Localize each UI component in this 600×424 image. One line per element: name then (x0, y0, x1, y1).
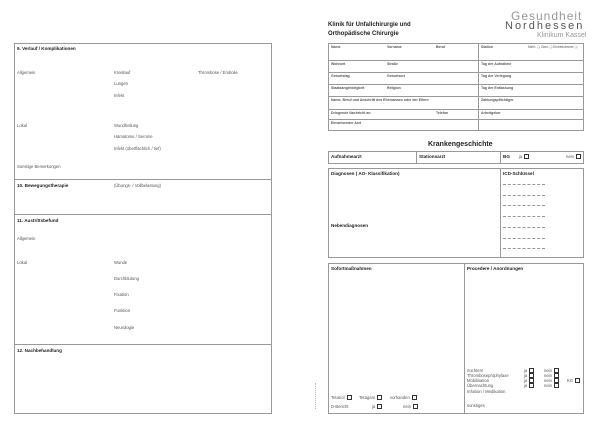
section-12-title: 12. Nachbehandlung (17, 348, 62, 353)
nein-label: nein (544, 383, 552, 388)
entlassung-field[interactable]: Tag der Entlassung (481, 86, 514, 90)
nebendiagnosen-field[interactable]: Nebendiagnosen (331, 223, 369, 228)
bg-ja-label: ja (519, 154, 523, 159)
austritt-lokal-label: Lokal (17, 260, 28, 265)
ja-label: ja (524, 368, 528, 373)
einweisender-arzt-box (328, 119, 584, 131)
logo-line2: Nordhessen (505, 20, 585, 32)
tetagam-checkbox[interactable] (359, 395, 382, 400)
infekt-lokal-field[interactable]: Infekt (oberflächlich / tief) (114, 146, 161, 151)
logo-line1: Gesundheit (511, 9, 583, 23)
beruf-field[interactable]: Beruf (436, 45, 446, 49)
ja-label: ja (524, 373, 528, 378)
section-11-title: 11. Austrittsbefund (17, 218, 59, 223)
aerzte-row (328, 151, 584, 164)
ja-label: ja (524, 383, 528, 388)
grid-line (328, 60, 584, 61)
icd-label: ICD-Schlüssel (503, 171, 534, 176)
fixation-field[interactable]: Fixation (114, 292, 129, 297)
strasse-field[interactable]: Straße (387, 62, 398, 66)
thrombose-field[interactable]: Thrombose / Embolie (198, 70, 238, 75)
bewegung-note[interactable]: (Übungs- / Vollbelastung) (114, 183, 162, 188)
checkbox-icon (529, 383, 534, 388)
vorname-field[interactable]: Vorname (387, 45, 402, 49)
staatsangehoerigkeit-field[interactable]: Staatsangehörigkeit (331, 86, 365, 90)
icd-line[interactable] (503, 238, 545, 239)
wohnort-field[interactable]: Wohnort (331, 62, 346, 66)
grid-divider (464, 263, 465, 414)
lokal-label: Lokal (17, 123, 28, 128)
icd-line[interactable] (503, 195, 545, 196)
uebernachtung-ja-checkbox[interactable] (524, 383, 534, 388)
nein-label: nein (544, 373, 552, 378)
kreislauf-field[interactable]: Kreislauf (114, 70, 131, 75)
diagnosen-field[interactable]: Diagnosen ( AO- Klassifikation) (331, 171, 400, 176)
room-class-options[interactable]: Mehr- ❑ Zwei- ❑ Einbettzimmer ❑ (528, 45, 578, 49)
geburtsort-field[interactable]: Geburtsort (387, 74, 406, 78)
grid-divider (500, 151, 501, 164)
section-11-box (14, 214, 272, 345)
grid-line (328, 109, 584, 110)
zahlungspflichtiger-field[interactable]: Zahlungspflichtiger (481, 98, 514, 102)
checkbox-icon (377, 395, 382, 400)
dbericht-ja-label: ja (372, 404, 376, 409)
funktion-field[interactable]: Funktion (114, 308, 131, 313)
tetanol-label: Tetanol (331, 395, 345, 400)
name-field[interactable]: Name (331, 45, 341, 49)
lungen-field[interactable]: Lungen (114, 81, 128, 86)
grid-line (328, 96, 584, 97)
icd-line[interactable] (503, 248, 545, 249)
checkbox-icon (413, 404, 418, 409)
stationsarzt-field[interactable]: Stationsarzt (419, 154, 446, 159)
religion-field[interactable]: Religion (387, 86, 401, 90)
durchblutung-field[interactable]: Durchblutung (114, 276, 139, 281)
section-10-title: 10. Bewegungstherapie (17, 183, 69, 188)
procedere-field[interactable]: Procedere / Anordnungen (467, 266, 524, 271)
aufnahmearzt-field[interactable]: Aufnahmearzt (331, 154, 362, 159)
icd-line[interactable] (503, 205, 545, 206)
procedere-row-label: nüchtern (467, 368, 484, 373)
form-number-mark (315, 383, 317, 409)
grid-divider (416, 151, 417, 164)
infusion-field[interactable]: Infusion / Medikation (467, 389, 506, 394)
austritt-allgemein-field[interactable]: Allgemein (17, 236, 36, 241)
nein-label: nein (544, 378, 552, 383)
section-9-title: 9. Verlauf / Komplikationen (17, 46, 76, 51)
sonstige-bemerkungen-field[interactable]: Sonstige Bemerkungen (17, 164, 61, 169)
neurologie-field[interactable]: Neurologie (114, 325, 135, 330)
dbericht-nein-label: nein (403, 404, 411, 409)
bg-nein-checkbox[interactable] (566, 154, 581, 159)
dbericht-label: D-Bericht (331, 404, 349, 409)
clinic-title-line1: Klinik für Unfallchirurgie und (328, 22, 411, 28)
einweisender-arzt-field[interactable]: Einweisender Arzt (331, 121, 362, 125)
grid-line (328, 72, 584, 73)
checkbox-icon (412, 395, 417, 400)
icd-line[interactable] (503, 227, 545, 228)
checkbox-icon (347, 395, 352, 400)
bg-nein-label: nein (566, 154, 574, 159)
geburtstag-field[interactable]: Geburtstag (331, 74, 350, 78)
telefon-field[interactable]: Telefon (436, 111, 449, 115)
wunde-field[interactable]: Wunde (114, 260, 128, 265)
grid-divider (500, 168, 501, 258)
vorhanden-checkbox[interactable] (390, 395, 417, 400)
checkbox-icon (575, 378, 580, 383)
icd-line[interactable] (503, 184, 545, 185)
procedere-row-label: Mobilisation (467, 378, 490, 383)
icd-line[interactable] (503, 216, 545, 217)
allgemein-label: Allgemein (17, 70, 36, 75)
vorhanden-label: vorhanden (390, 395, 410, 400)
haematome-field[interactable]: Hämatome / Serome (114, 134, 153, 139)
tetanol-checkbox[interactable] (331, 395, 352, 400)
uebernachtung-nein-checkbox[interactable] (544, 383, 559, 388)
logo-line3: Klinikum Kassel (537, 32, 587, 39)
kg-label: KG (567, 378, 574, 383)
clinic-title-line2: Orthopädische Chirurgie (328, 31, 399, 37)
nein-label: nein (544, 368, 552, 373)
ja-label: ja (524, 378, 528, 383)
bg-ja-checkbox[interactable] (519, 154, 529, 159)
nachricht-field[interactable]: Dringende Nachricht an (331, 111, 371, 115)
diagnosen-box (328, 168, 584, 258)
wundheilung-field[interactable]: Wundheilung (114, 123, 139, 128)
procedere-row-label: Thromboseprophylaxe (467, 373, 509, 378)
checkbox-icon (576, 154, 581, 159)
dbericht-ja-checkbox[interactable] (372, 404, 382, 409)
kg-checkbox[interactable] (567, 378, 580, 383)
checkbox-icon (377, 404, 382, 409)
arbeitgeber-field[interactable]: Arbeitgeber (481, 111, 501, 115)
station-field[interactable]: Station (481, 45, 493, 49)
bg-label: BG (503, 154, 510, 159)
sonstiges-field[interactable]: sonstiges (467, 403, 485, 408)
ehe-eltern-field[interactable]: Name, Beruf und Anschrift des Ehemannes oder der Eltern (331, 98, 429, 102)
sofortmassnahmen-field[interactable]: Sofortmaßnahmen (331, 266, 372, 271)
section-12-box (14, 344, 272, 414)
aufnahme-field[interactable]: Tag der Aufnahme (481, 62, 512, 66)
checkbox-icon (524, 154, 529, 159)
verlegung-field[interactable]: Tag der Verlegung (481, 74, 512, 78)
section-9-box (14, 43, 272, 180)
tetagam-label: Tetagam (359, 395, 376, 400)
massnahmen-box (328, 263, 584, 414)
grid-line (328, 84, 584, 85)
checkbox-icon (554, 383, 559, 388)
infekt-field[interactable]: Infekt (114, 93, 125, 98)
grid-divider (478, 119, 479, 131)
dbericht-nein-checkbox[interactable] (403, 404, 418, 409)
procedere-row-label: Übernachtung (467, 383, 494, 388)
krankengeschichte-heading: Krankengeschichte (428, 141, 493, 148)
